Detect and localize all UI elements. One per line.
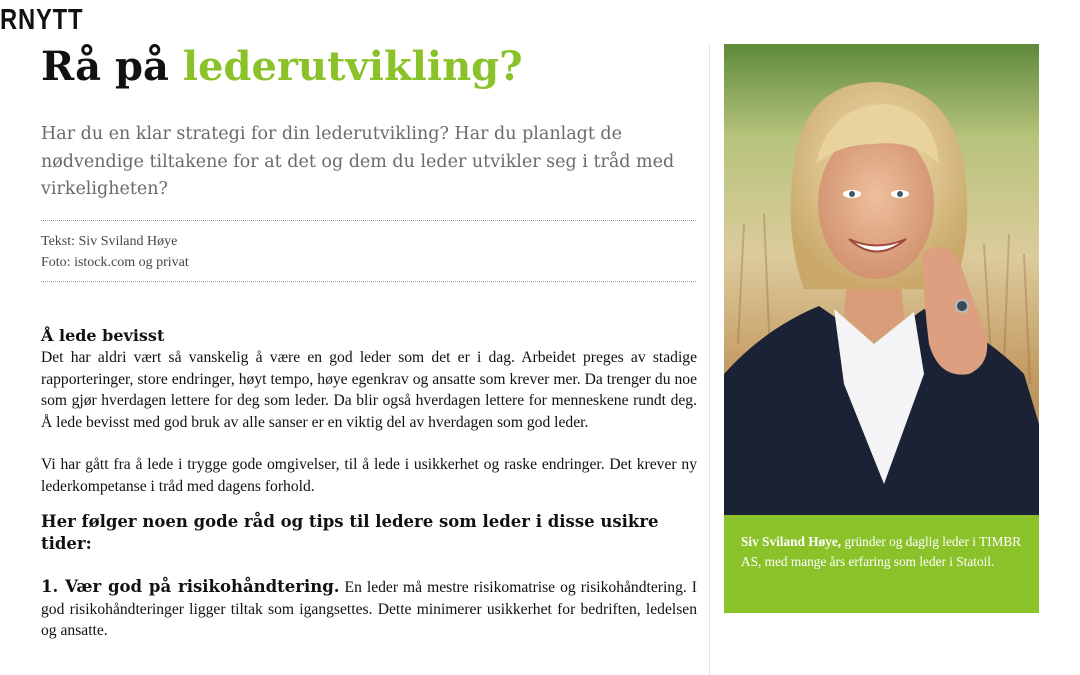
column-divider (709, 44, 710, 675)
section-label: RNYTT (0, 4, 84, 36)
lead-paragraph: Har du en klar strategi for din lederutvikling? Har du planlagt de nødvendige tiltakene for at det og dem du leder utvikler seg i tråd med virkeligheten? (41, 124, 675, 199)
title-prefix: Rå på (41, 43, 183, 90)
portrait-photo-icon (724, 44, 1039, 515)
tip-1-lead: 1. Vær god på risikohåndtering. (41, 577, 340, 596)
body-paragraph-1: Det har aldri vært så vanskelig å være en god leder som det er i dag. Arbeidet preges av stadige rapporteringer, store endringer, høyt tempo, høye egenkrav og ansatte som krever mer. Da trenger du noe som gjør hverdagen lettere for deg som leder. Da blir også hverdagen lettere for menneskene rundt deg. Å lede bevisst med god bruk av alle sanser er en viktig del av hverdagen som god leder. (41, 349, 697, 431)
tip-1 (41, 576, 697, 642)
body-paragraph-2: Vi har gått fra å lede i trygge gode omgivelser, til å lede i usikkerhet og raske endringer. Det krever ny lederkompetanse i tråd med dagens forhold. (41, 456, 697, 495)
divider-top (41, 220, 696, 221)
divider-bottom (41, 281, 696, 282)
title-accent: lederutvikling? (182, 43, 523, 90)
subheading-lede-bevisst: Å lede bevisst (41, 326, 165, 345)
article-credits (41, 231, 189, 273)
caption-text: gründer og daglig leder i TIMBR AS, med mange års erfaring som leder i Statoil. (741, 534, 1022, 569)
credit-photo: Foto: istock.com og privat (41, 255, 189, 270)
portrait-photo (724, 44, 1039, 515)
subheading-tips: Her følger noen gode råd og tips til ledere som leder i disse usikre tider: (41, 512, 659, 553)
tip-1-text: En leder må mestre risikomatrise og risikohåndtering. I god risikohåndteringer ligger tiltak som igangsettes. Dette minimerer usikkerhet for bedriften, ledelsen og ansatte. (41, 579, 697, 639)
credit-text: Tekst: Siv Sviland Høye (41, 234, 178, 249)
article-title (41, 38, 523, 96)
article-body (41, 325, 697, 642)
photo-caption (724, 515, 1039, 613)
caption-name: Siv Sviland Høye, (741, 534, 842, 549)
